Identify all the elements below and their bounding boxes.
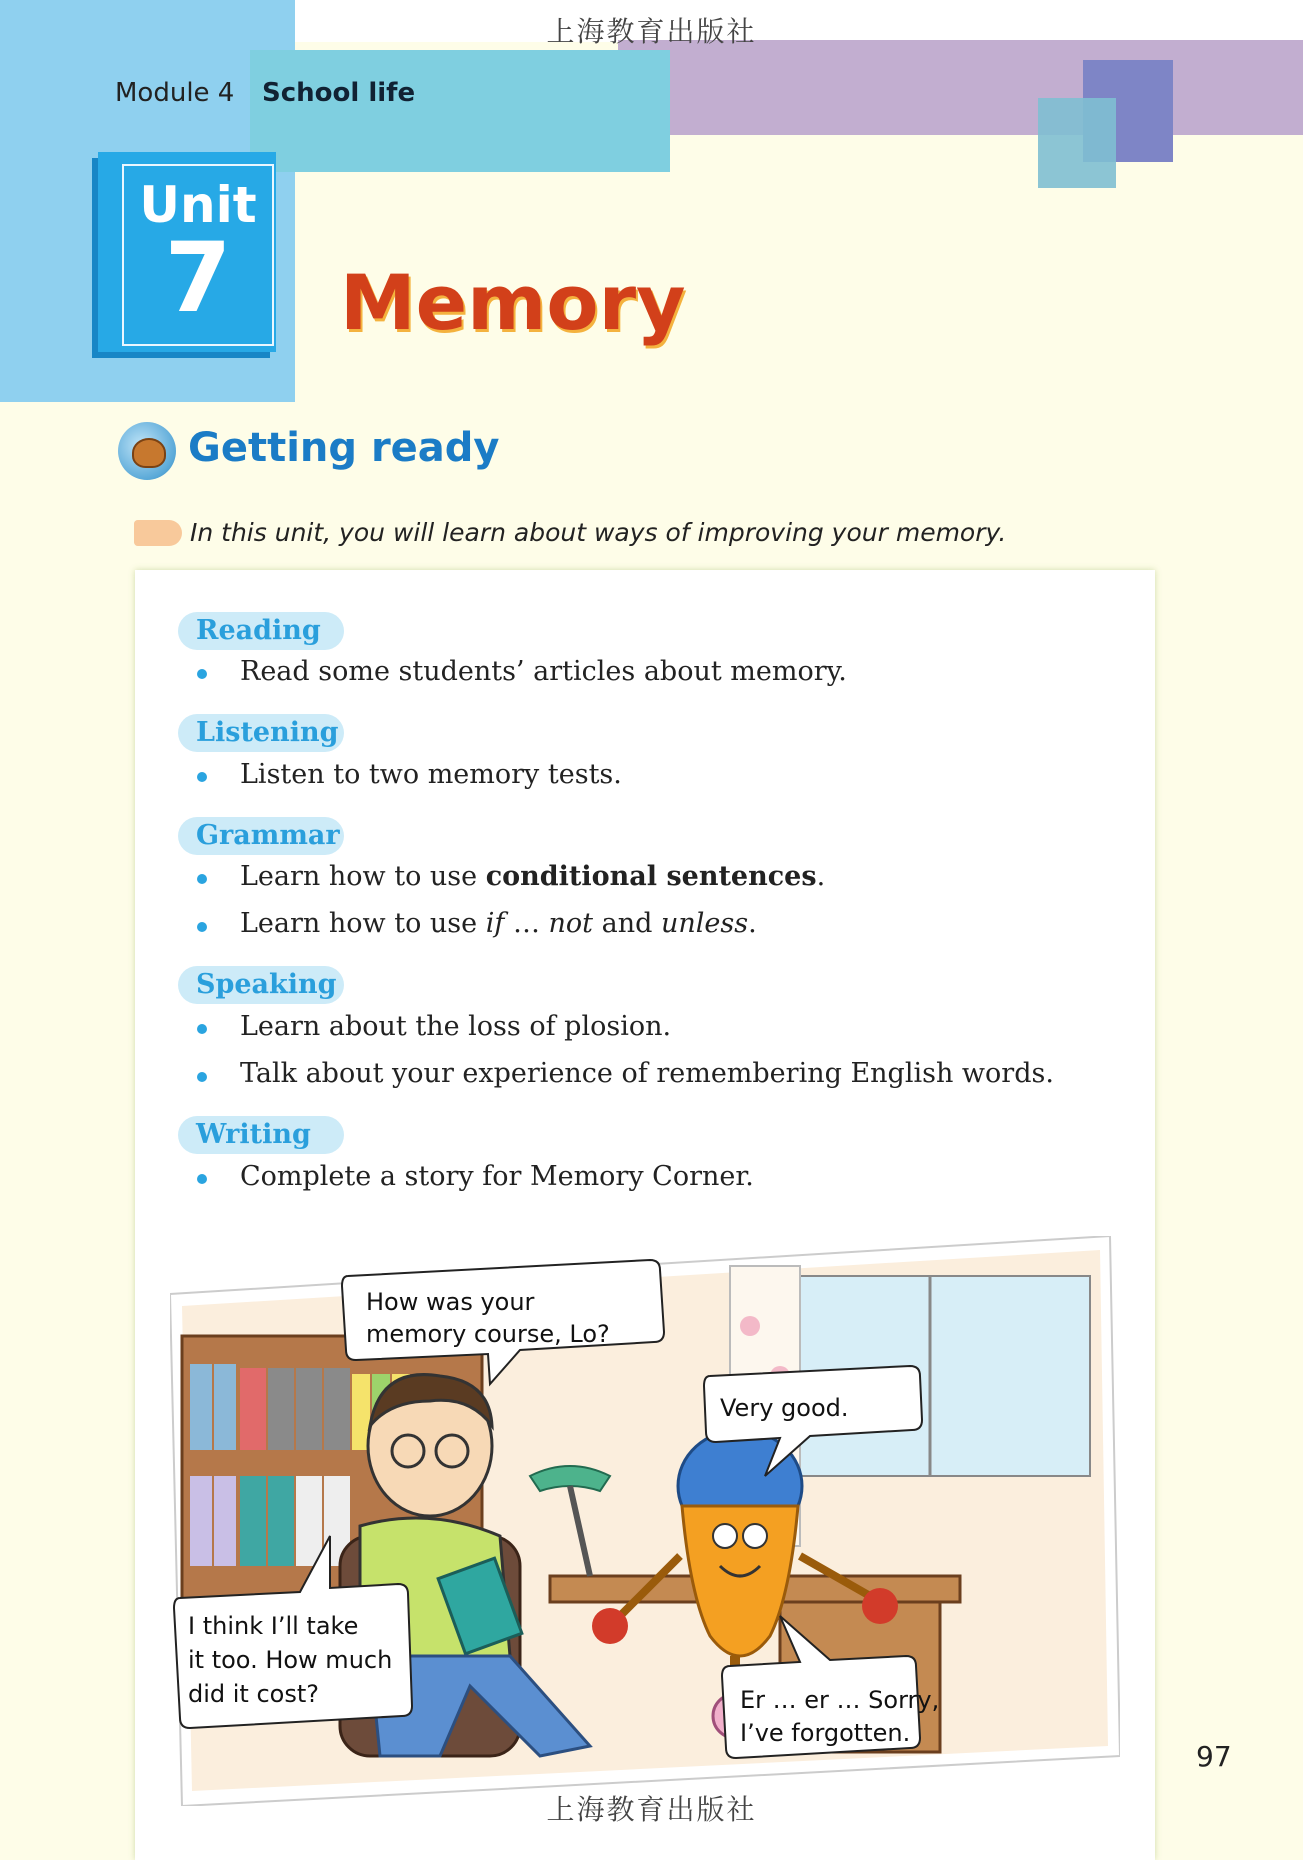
bullet-dot	[197, 669, 207, 679]
list-item: Listen to two memory tests.	[240, 759, 622, 790]
list-item: Read some students’ articles about memory.	[240, 656, 847, 687]
page-number: 97	[1196, 1740, 1232, 1773]
item-text-plain: .	[816, 861, 826, 892]
getting-ready-heading: Getting ready	[188, 425, 500, 471]
item-text-plain: .	[748, 908, 757, 939]
module-label: Module 4	[115, 78, 235, 108]
unit-number: 7	[164, 222, 232, 334]
item-text-italic: unless	[660, 908, 749, 939]
unit-badge	[98, 152, 276, 352]
intro-text: In this unit, you will learn about ways of improving your memory.	[190, 518, 1007, 547]
item-text-plain: Learn how to use	[240, 861, 486, 892]
module-name: School life	[262, 78, 416, 108]
unit-word: Unit	[139, 176, 257, 234]
bullet-dot	[197, 1024, 207, 1034]
item-text-italic: if	[485, 908, 505, 939]
bubble1-line1: How was your	[366, 1288, 535, 1316]
list-item	[240, 861, 825, 892]
bubble1-line2: memory course, Lo?	[366, 1320, 610, 1348]
list-item: Complete a story for Memory Corner.	[240, 1161, 754, 1192]
comic-scene	[170, 1236, 1120, 1806]
section-label-listening: Listening	[178, 714, 344, 752]
list-item	[240, 908, 757, 939]
unit-badge-frame	[122, 164, 274, 346]
bullet-dot	[197, 772, 207, 782]
bullet-dot	[197, 1072, 207, 1082]
bubble3-line3: did it cost?	[188, 1680, 320, 1708]
section-label-speaking: Speaking	[178, 966, 344, 1004]
publisher-watermark-bottom: 上海教育出版社	[546, 1793, 757, 1826]
section-label-writing: Writing	[178, 1116, 344, 1154]
section-label-grammar: Grammar	[178, 817, 344, 855]
intro-marker	[134, 520, 182, 546]
header-purple-band	[618, 40, 1303, 135]
bubble4-line2: I’ve forgotten.	[740, 1719, 911, 1747]
item-text-plain: Learn how to use	[240, 908, 486, 939]
comic-illustration	[170, 1236, 1120, 1806]
bubble3-line1: I think I’ll take	[188, 1612, 359, 1640]
section-label-reading: Reading	[178, 612, 344, 650]
bullet-dot	[197, 922, 207, 932]
bullet-dot	[197, 874, 207, 884]
list-item: Learn about the loss of plosion.	[240, 1011, 672, 1042]
item-text-italic: not	[548, 908, 594, 939]
bubble3-line2: it too. How much	[188, 1646, 393, 1674]
unit-title: Memory	[340, 258, 686, 347]
list-item: Talk about your experience of remembering English words.	[240, 1058, 1054, 1089]
bubble2-line1: Very good.	[720, 1394, 849, 1422]
publisher-watermark-top: 上海教育出版社	[546, 15, 757, 48]
item-text-plain: …	[504, 908, 549, 939]
header-cyan-band	[250, 50, 670, 172]
bell-icon	[118, 422, 176, 480]
item-text-plain: and	[593, 908, 661, 939]
bubble4-line1: Er … er … Sorry,	[740, 1686, 940, 1714]
bell-icon-shape	[132, 438, 166, 468]
item-text-bold: conditional sentences	[485, 861, 817, 892]
bullet-dot	[197, 1174, 207, 1184]
header-teal-square	[1038, 98, 1116, 188]
